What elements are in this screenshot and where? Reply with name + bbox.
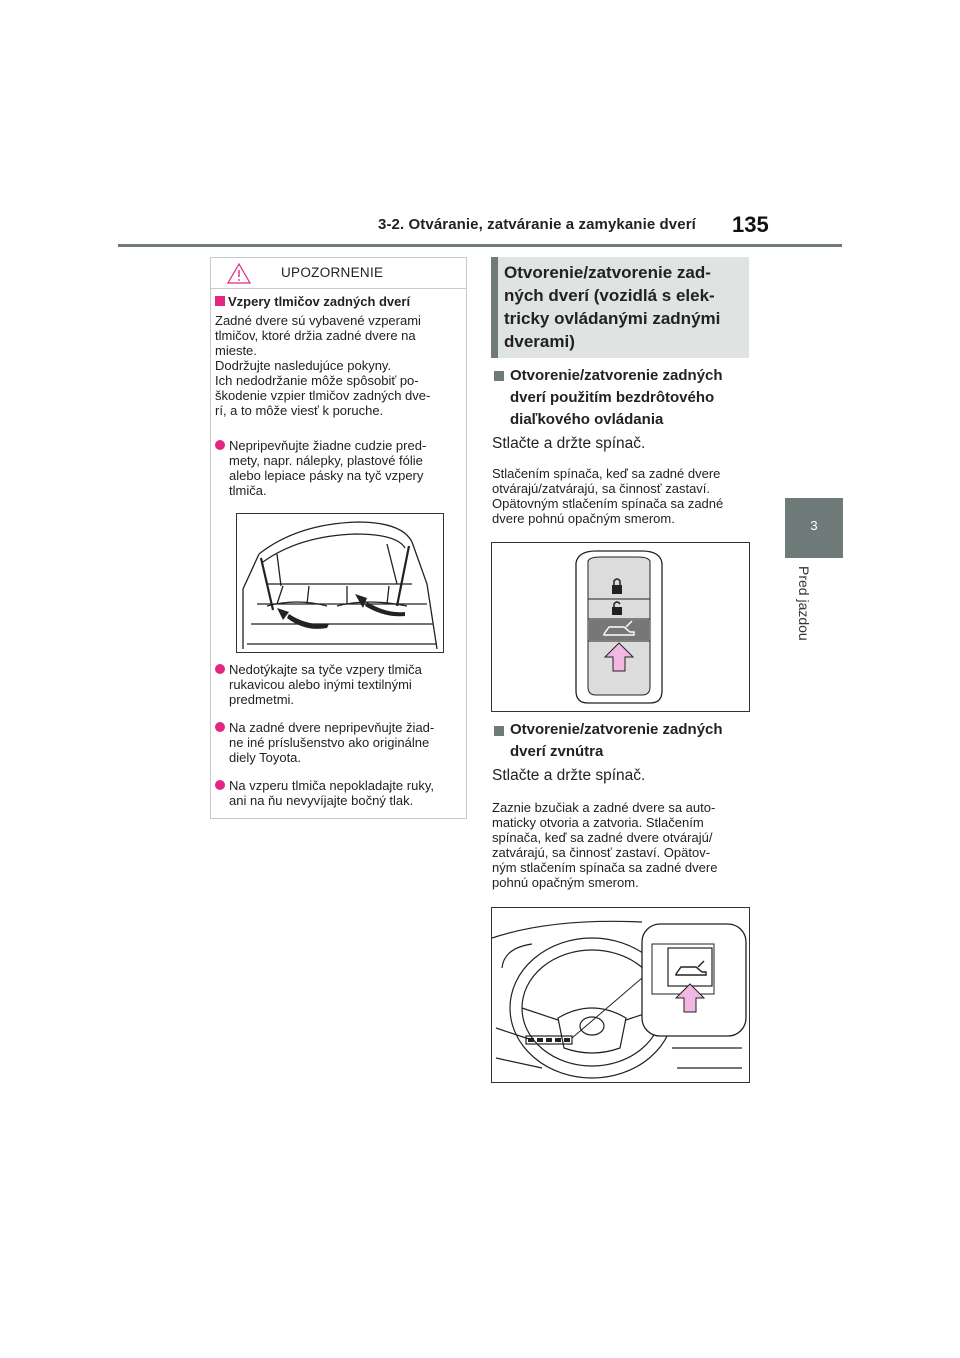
header-rule xyxy=(118,244,842,247)
description-text: Stlačením spínača, keď sa zadné dvere otvárajú/zatvárajú, sa činnosť zastaví. Opätovným stlačením spínača sa zadné dvere pohnú opačným smerom. xyxy=(492,466,724,526)
smart-key-illustration xyxy=(491,542,750,712)
back-door-strut-illustration xyxy=(236,513,444,653)
bullet-dot-icon xyxy=(215,440,225,450)
bullet-dot-icon xyxy=(215,722,225,732)
bullet-dot-icon xyxy=(215,664,225,674)
subheading-remote: Otvorenie/zatvorenie zadných dverí použitím bezdrôtového diaľkového ovládania xyxy=(510,367,723,428)
instruction-text: Stlačte a držte spínač. xyxy=(492,435,646,452)
caution-box: UPOZORNENIE Vzpery tlmičov zadných dverí Zadné dvere sú vybavené vzperami tlmičov, ktoré držia zadné dvere na mieste. Dodržujte nasledujúce pokyny. Ich nedodržanie môže spôsobiť po- škodenie vzpier tlmičov zadných dve- rí, a to môže viesť k poruche. Nepripevňujte žiadne cudzie pred- mety, napr. nálepky, plastové fólie alebo lepiace pásky na tyč vzpery tlmiča. Nedotýkajte sa tyče vzpery tlmiča rukavicou alebo inými textilnými predmetmi. Na zadné dvere nepripevňujte žiad- ne iné príslušenstvo ako originálne diely Toyota. Na vzperu tlmiča nepokladajte ruky, ani na ňu nevyvíjajte bočný tlak. xyxy=(210,257,467,819)
section-heading-bar xyxy=(491,257,498,358)
warning-triangle-icon xyxy=(227,263,251,284)
description-text: Zaznie bzučiak a zadné dvere sa auto- maticky otvoria a zatvoria. Stlačením spínača, keď sa zadné dvere otvárajú/ zatvárajú, sa činnosť zastaví. Opätov- ným stlačením spínača sa zadné dvere pohnú opačným smerom. xyxy=(492,800,718,890)
caution-intro: Zadné dvere sú vybavené vzperami tlmičov, ktoré držia zadné dvere na mieste. Dodržujte nasledujúce pokyny. Ich nedodržanie môže spôsobiť po- škodenie vzpier tlmičov zadných dve- rí, a to môže viesť k poruche. xyxy=(215,313,431,418)
square-bullet-icon xyxy=(494,726,504,736)
bullet-dot-icon xyxy=(215,780,225,790)
chapter-label: Pred jazdou xyxy=(796,566,812,641)
page-number: 135 xyxy=(732,212,769,237)
square-bullet-icon xyxy=(215,296,225,306)
chapter-number: 3 xyxy=(810,518,818,533)
square-bullet-icon xyxy=(494,371,504,381)
chapter-tab xyxy=(785,498,843,558)
caution-header xyxy=(211,258,466,289)
dashboard-switch-illustration xyxy=(491,907,750,1083)
header-section-title: 3-2. Otváranie, zatváranie a zamykanie dverí xyxy=(378,216,696,233)
instruction-text: Stlačte a držte spínač. xyxy=(492,767,646,784)
caution-title: UPOZORNENIE xyxy=(281,265,384,280)
section-heading: Otvorenie/zatvorenie zad- ných dverí (vozidlá s elek- tricky ovládanými zadnými dverami) xyxy=(504,263,721,351)
subheading-inside: Otvorenie/zatvorenie zadných dverí zvnútra xyxy=(510,721,723,760)
caution-subheading: Vzpery tlmičov zadných dverí xyxy=(215,294,460,309)
section-heading-box xyxy=(491,257,749,358)
